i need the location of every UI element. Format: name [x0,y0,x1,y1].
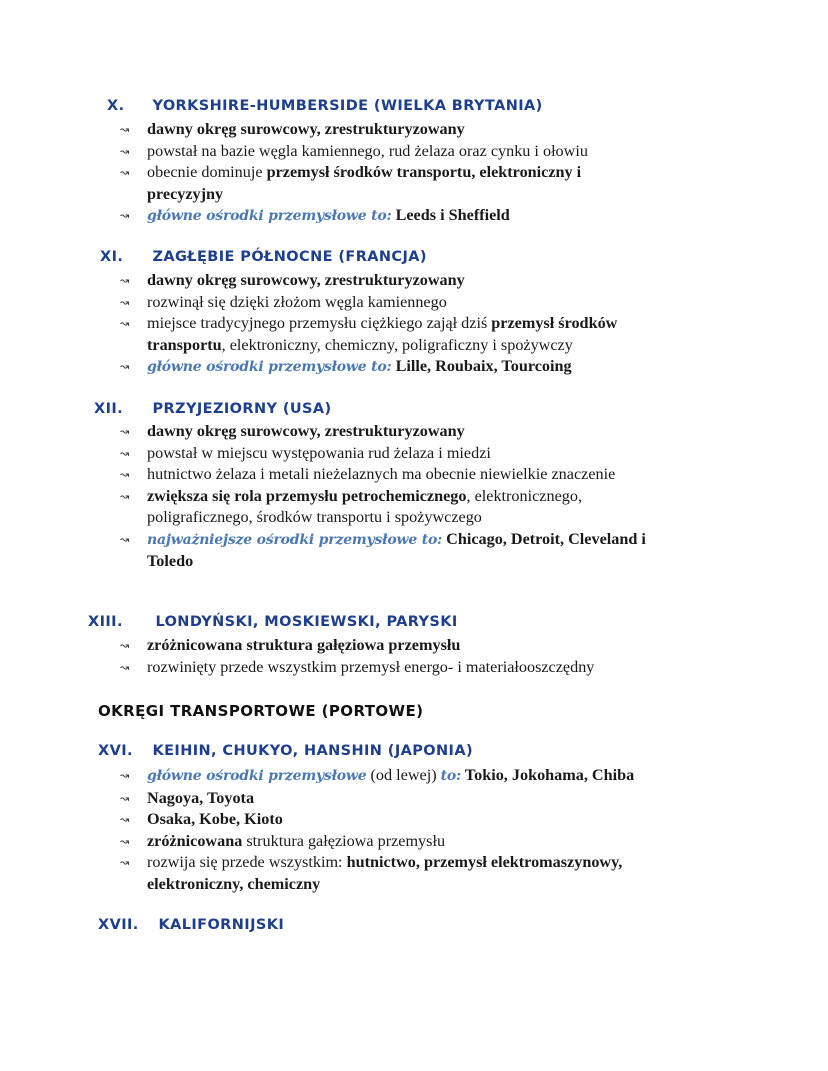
list-item: ↝ Nagoya, Toyota [120,788,634,810]
section-title: ZAGŁĘBIE PÓŁNOCNE (FRANCJA) [152,249,427,265]
arrow-bullet-icon: ↝ [120,123,130,136]
section-number: XIII. [88,614,123,630]
centers-label: główne ośrodki przemysłowe to: [147,208,392,224]
list-item: ↝ rozwija się przede wszystkim: hutnictwo, przemysł elektromaszynowy, elektroniczny, chemiczny [120,853,623,893]
list-item: ↝ główne ośrodki przemysłowe (od lewej) to: Tokio, Jokohama, Chiba [120,765,634,788]
section-title: LONDYŃSKI, MOSKIEWSKI, PARYSKI [155,614,458,630]
section-number: XVII. [98,917,139,933]
arrow-bullet-icon: ↝ [120,295,130,309]
list-item: ↝ rozwinięty przede wszystkim przemysł energo- i materiałooszczędny [120,657,594,679]
list-item: ↝ najważniejsze ośrodki przemysłowe to: Chicago, Detroit, Cleveland i Toledo [120,529,646,570]
arrow-bullet-icon: ↝ [120,144,130,158]
list-item: ↝ powstał w miejscu występowania rud żelaza i miedzi [120,443,646,465]
section-xvi-heading [98,743,473,759]
arrow-bullet-icon: ↝ [120,209,130,222]
arrow-bullet-icon: ↝ [120,769,130,782]
section-title: YORKSHIRE-HUMBERSIDE (WIELKA BRYTANIA) [152,98,543,114]
arrow-bullet-icon: ↝ [120,813,130,826]
section-number: XII. [94,401,124,417]
section-number: XI. [100,249,124,265]
section-xvi-list [120,765,634,895]
list-item: ↝ dawny okręg surowcowy, zrestrukturyzowany [120,421,646,443]
centers-label: główne ośrodki przemysłowe to: [147,359,392,375]
arrow-bullet-icon: ↝ [120,532,130,546]
arrow-bullet-icon: ↝ [120,360,130,373]
arrow-bullet-icon: ↝ [120,489,130,503]
section-title: KALIFORNIJSKI [158,917,285,933]
arrow-bullet-icon: ↝ [120,639,130,652]
section-number: XVI. [98,743,133,759]
list-item: ↝ rozwinął się dzięki złożom węgla kamiennego [120,292,617,314]
list-item: ↝ dawny okręg surowcowy, zrestrukturyzowany [120,119,588,141]
list-item: ↝ powstał na bazie węgla kamiennego, rud żelaza oraz cynku i ołowiu [120,141,588,163]
list-item: ↝ główne ośrodki przemysłowe to: Leeds i Sheffield [120,205,588,228]
section-xiii-heading [88,614,458,630]
centers-label: najważniejsze ośrodki przemysłowe to: [147,531,443,548]
centers-label: główne ośrodki przemysłowe [147,768,367,784]
arrow-bullet-icon: ↝ [120,468,130,481]
list-item: ↝ zwiększa się rola przemysłu petrochemicznego, elektronicznego, poligraficznego, środków transportu i spożywczego [120,486,582,526]
arrow-bullet-icon: ↝ [120,834,130,848]
section-number: X. [107,98,125,114]
arrow-bullet-icon: ↝ [120,660,130,674]
transport-districts-heading: OKRĘGI TRANSPORTOWE (PORTOWE) [98,702,424,720]
section-x-heading [107,98,543,114]
section-xvii-heading [98,917,284,933]
section-xii-list [120,421,646,573]
list-item: ↝ dawny okręg surowcowy, zrestrukturyzowany [120,270,617,292]
arrow-bullet-icon: ↝ [120,274,130,287]
list-item: ↝ główne ośrodki przemysłowe to: Lille, Roubaix, Tourcoing [120,356,617,379]
section-xi-heading [100,249,427,265]
arrow-bullet-icon: ↝ [120,791,130,805]
section-title: PRZYJEZIORNY (USA) [152,401,332,417]
list-item: ↝ obecnie dominuje przemysł środków transportu, elektroniczny i precyzyjny [120,163,582,203]
list-item: ↝ hutnictwo żelaza i metali nieżelaznych ma obecnie niewielkie znaczenie [120,464,646,486]
section-x-list [120,119,588,228]
arrow-bullet-icon: ↝ [120,446,130,460]
list-item: ↝ miejsce tradycyjnego przemysłu ciężkiego zajął dziś przemysł środków transportu, elektroniczny, chemiczny, poligraficzny i spożywczy [120,314,618,354]
section-xi-list [120,270,617,379]
section-xiii-list [120,635,594,678]
list-item: ↝ zróżnicowana struktura gałęziowa przemysłu [120,635,594,657]
arrow-bullet-icon: ↝ [120,425,130,438]
arrow-bullet-icon: ↝ [120,317,130,330]
list-item: ↝ Osaka, Kobe, Kioto [120,809,634,831]
section-title: KEIHIN, CHUKYO, HANSHIN (JAPONIA) [152,743,473,759]
list-item: ↝ zróżnicowana struktura gałęziowa przemysłu [120,831,634,853]
arrow-bullet-icon: ↝ [120,856,130,869]
section-xii-heading [94,401,332,417]
arrow-bullet-icon: ↝ [120,166,130,179]
